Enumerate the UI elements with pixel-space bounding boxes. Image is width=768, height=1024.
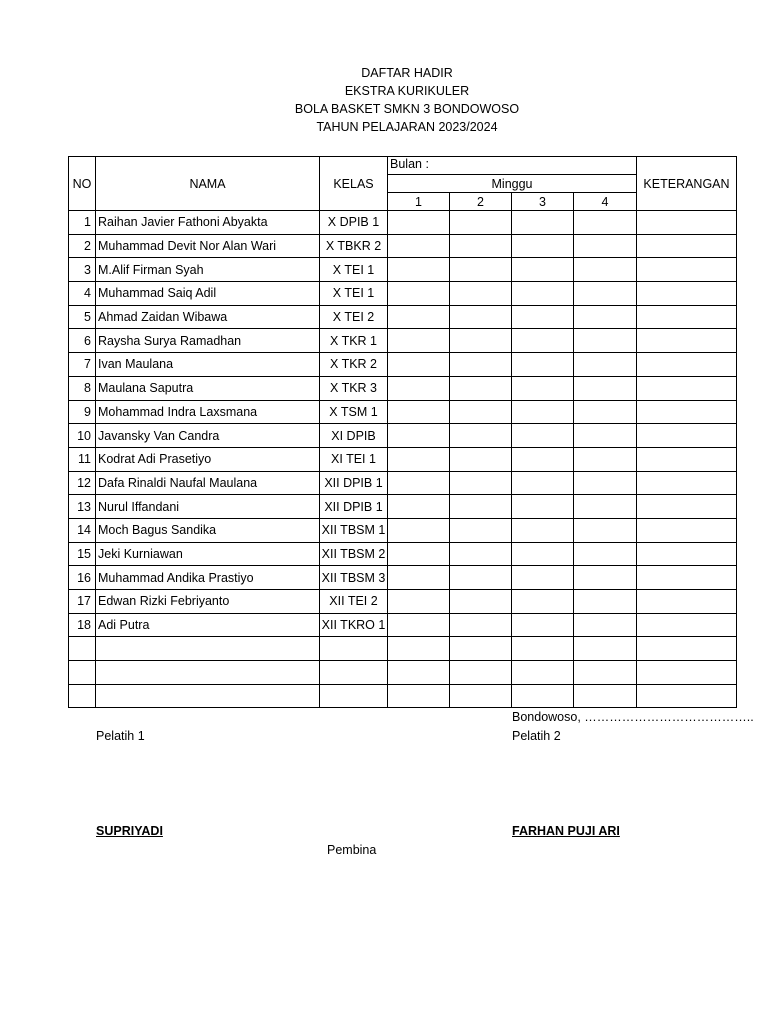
keterangan-cell [637,684,737,708]
student-name: Adi Putra [96,613,320,637]
table-row [69,376,737,400]
col-no-header: NO [69,157,96,211]
attendance-cell [388,400,450,424]
student-name: Muhammad Devit Nor Alan Wari [96,234,320,258]
attendance-cell [450,353,512,377]
row-number: 10 [69,424,96,448]
attendance-cell [388,376,450,400]
attendance-cell [574,258,637,282]
attendance-cell [574,282,637,306]
table-row [69,305,737,329]
attendance-cell [512,637,574,661]
attendance-cell [388,566,450,590]
attendance-cell [450,637,512,661]
attendance-cell [450,518,512,542]
row-number: 11 [69,447,96,471]
student-name: Mohammad Indra Laxsmana [96,400,320,424]
week-header: 4 [574,193,637,211]
attendance-cell [574,329,637,353]
keterangan-cell [637,518,737,542]
attendance-cell [450,400,512,424]
attendance-cell [512,376,574,400]
student-name: Raihan Javier Fathoni Abyakta [96,211,320,235]
row-number: 17 [69,590,96,614]
keterangan-cell [637,353,737,377]
attendance-cell [450,566,512,590]
student-class: X TEI 2 [320,305,388,329]
attendance-cell [388,424,450,448]
attendance-cell [450,495,512,519]
keterangan-cell [637,400,737,424]
table-row [69,258,737,282]
student-name [96,684,320,708]
student-name: Edwan Rizki Febriyanto [96,590,320,614]
attendance-cell [512,495,574,519]
student-name: Ivan Maulana [96,353,320,377]
attendance-cell [574,424,637,448]
attendance-cell [512,305,574,329]
student-name: M.Alif Firman Syah [96,258,320,282]
attendance-cell [512,258,574,282]
row-number [69,637,96,661]
attendance-cell [388,661,450,685]
table-row [69,613,737,637]
attendance-cell [388,590,450,614]
table-row [69,329,737,353]
row-number: 4 [69,282,96,306]
keterangan-cell [637,495,737,519]
attendance-cell [512,282,574,306]
attendance-cell [450,613,512,637]
student-class: XI DPIB [320,424,388,448]
student-class: X TKR 1 [320,329,388,353]
attendance-cell [388,518,450,542]
attendance-cell [388,447,450,471]
keterangan-cell [637,329,737,353]
attendance-cell [450,211,512,235]
attendance-cell [512,424,574,448]
attendance-cell [574,637,637,661]
attendance-cell [450,590,512,614]
table-row [69,637,737,661]
student-name: Jeki Kurniawan [96,542,320,566]
keterangan-cell [637,282,737,306]
keterangan-cell [637,258,737,282]
attendance-cell [574,495,637,519]
document-header [0,64,768,136]
row-number [69,661,96,685]
header-activity: BOLA BASKET SMKN 3 BONDOWOSO [294,102,520,116]
pelatih2-name: FARHAN PUJI ARI [512,824,620,838]
table-row [69,661,737,685]
attendance-cell [574,211,637,235]
attendance-cell [512,518,574,542]
row-number: 18 [69,613,96,637]
keterangan-cell [637,542,737,566]
attendance-cell [574,566,637,590]
attendance-cell [450,684,512,708]
table-row [69,400,737,424]
row-number: 15 [69,542,96,566]
student-name: Muhammad Saiq Adil [96,282,320,306]
attendance-cell [388,542,450,566]
attendance-cell [388,684,450,708]
student-class: XII TBSM 3 [320,566,388,590]
keterangan-cell [637,613,737,637]
student-name: Moch Bagus Sandika [96,518,320,542]
student-class [320,684,388,708]
attendance-cell [388,258,450,282]
student-class: X TKR 3 [320,376,388,400]
student-class: XII DPIB 1 [320,495,388,519]
row-number: 6 [69,329,96,353]
attendance-cell [388,211,450,235]
attendance-cell [512,471,574,495]
keterangan-cell [637,661,737,685]
student-class: X TKR 2 [320,353,388,377]
col-nama-header: NAMA [96,157,320,211]
attendance-cell [388,613,450,637]
student-class [320,661,388,685]
student-class: X TEI 1 [320,282,388,306]
attendance-cell [450,376,512,400]
attendance-cell [512,542,574,566]
attendance-cell [512,400,574,424]
attendance-cell [388,282,450,306]
pelatih1-name: SUPRIYADI [96,824,163,838]
attendance-cell [512,447,574,471]
attendance-cell [388,495,450,519]
keterangan-cell [637,424,737,448]
pelatih2-label: Pelatih 2 [512,729,561,743]
attendance-cell [450,329,512,353]
table-row [69,495,737,519]
student-class: XI TEI 1 [320,447,388,471]
student-class: X TBKR 2 [320,234,388,258]
attendance-table [68,156,737,708]
keterangan-cell [637,637,737,661]
table-row [69,590,737,614]
attendance-cell [512,590,574,614]
keterangan-cell [637,447,737,471]
bulan-label: Bulan : [388,157,637,175]
table-row [69,424,737,448]
student-name: Muhammad Andika Prastiyo [96,566,320,590]
attendance-cell [388,305,450,329]
week-header: 3 [512,193,574,211]
attendance-cell [450,424,512,448]
pelatih1-label: Pelatih 1 [96,729,145,743]
row-number: 1 [69,211,96,235]
keterangan-cell [637,376,737,400]
attendance-cell [574,471,637,495]
attendance-cell [450,282,512,306]
attendance-cell [574,613,637,637]
student-class: XII TEI 2 [320,590,388,614]
attendance-cell [574,376,637,400]
attendance-cell [388,353,450,377]
attendance-cell [574,234,637,258]
attendance-cell [450,258,512,282]
attendance-cell [574,305,637,329]
row-number: 13 [69,495,96,519]
header-row [69,157,737,175]
table-row [69,234,737,258]
attendance-cell [388,471,450,495]
attendance-cell [512,234,574,258]
keterangan-cell [637,305,737,329]
attendance-cell [450,305,512,329]
row-number [69,684,96,708]
student-class: XII TBSM 2 [320,542,388,566]
col-keterangan-header: KETERANGAN [637,157,737,211]
attendance-cell [512,211,574,235]
row-number: 12 [69,471,96,495]
student-class: X DPIB 1 [320,211,388,235]
row-number: 5 [69,305,96,329]
place-date: Bondowoso, ………………………………….. [512,710,754,724]
week-header: 1 [388,193,450,211]
student-class: X TEI 1 [320,258,388,282]
table-row [69,282,737,306]
attendance-cell [574,684,637,708]
student-name: Javansky Van Candra [96,424,320,448]
student-class: XII TKRO 1 [320,613,388,637]
attendance-cell [512,613,574,637]
table-row [69,447,737,471]
student-name: Ahmad Zaidan Wibawa [96,305,320,329]
row-number: 16 [69,566,96,590]
attendance-cell [450,542,512,566]
attendance-cell [574,661,637,685]
attendance-cell [450,447,512,471]
header-year: TAHUN PELAJARAN 2023/2024 [316,120,498,134]
keterangan-cell [637,566,737,590]
student-class [320,637,388,661]
row-number: 7 [69,353,96,377]
keterangan-cell [637,211,737,235]
attendance-cell [388,234,450,258]
table-row [69,684,737,708]
table-row [69,566,737,590]
student-class: XII DPIB 1 [320,471,388,495]
student-name: Dafa Rinaldi Naufal Maulana [96,471,320,495]
student-name: Maulana Saputra [96,376,320,400]
attendance-cell [388,637,450,661]
student-class: X TSM 1 [320,400,388,424]
student-class: XII TBSM 1 [320,518,388,542]
row-number: 14 [69,518,96,542]
attendance-cell [574,400,637,424]
attendance-cell [512,684,574,708]
student-name [96,637,320,661]
attendance-cell [450,234,512,258]
attendance-cell [574,590,637,614]
attendance-cell [512,566,574,590]
keterangan-cell [637,471,737,495]
pembina-label: Pembina [327,843,377,857]
student-name: Nurul Iffandani [96,495,320,519]
attendance-cell [388,329,450,353]
attendance-cell [574,447,637,471]
row-number: 8 [69,376,96,400]
week-header: 2 [450,193,512,211]
header-subtitle: EKSTRA KURIKULER [344,84,470,98]
table-row [69,471,737,495]
attendance-cell [574,518,637,542]
table-row [69,211,737,235]
minggu-label: Minggu [388,175,637,193]
attendance-cell [512,661,574,685]
col-kelas-header: KELAS [320,157,388,211]
row-number: 9 [69,400,96,424]
table-row [69,542,737,566]
attendance-cell [512,353,574,377]
table-row [69,518,737,542]
row-number: 2 [69,234,96,258]
attendance-cell [450,661,512,685]
table-row [69,353,737,377]
student-name [96,661,320,685]
keterangan-cell [637,234,737,258]
attendance-cell [450,471,512,495]
keterangan-cell [637,590,737,614]
student-name: Kodrat Adi Prasetiyo [96,447,320,471]
row-number: 3 [69,258,96,282]
student-name: Raysha Surya Ramadhan [96,329,320,353]
attendance-cell [574,542,637,566]
attendance-cell [574,353,637,377]
attendance-cell [512,329,574,353]
header-title: DAFTAR HADIR [361,66,453,80]
